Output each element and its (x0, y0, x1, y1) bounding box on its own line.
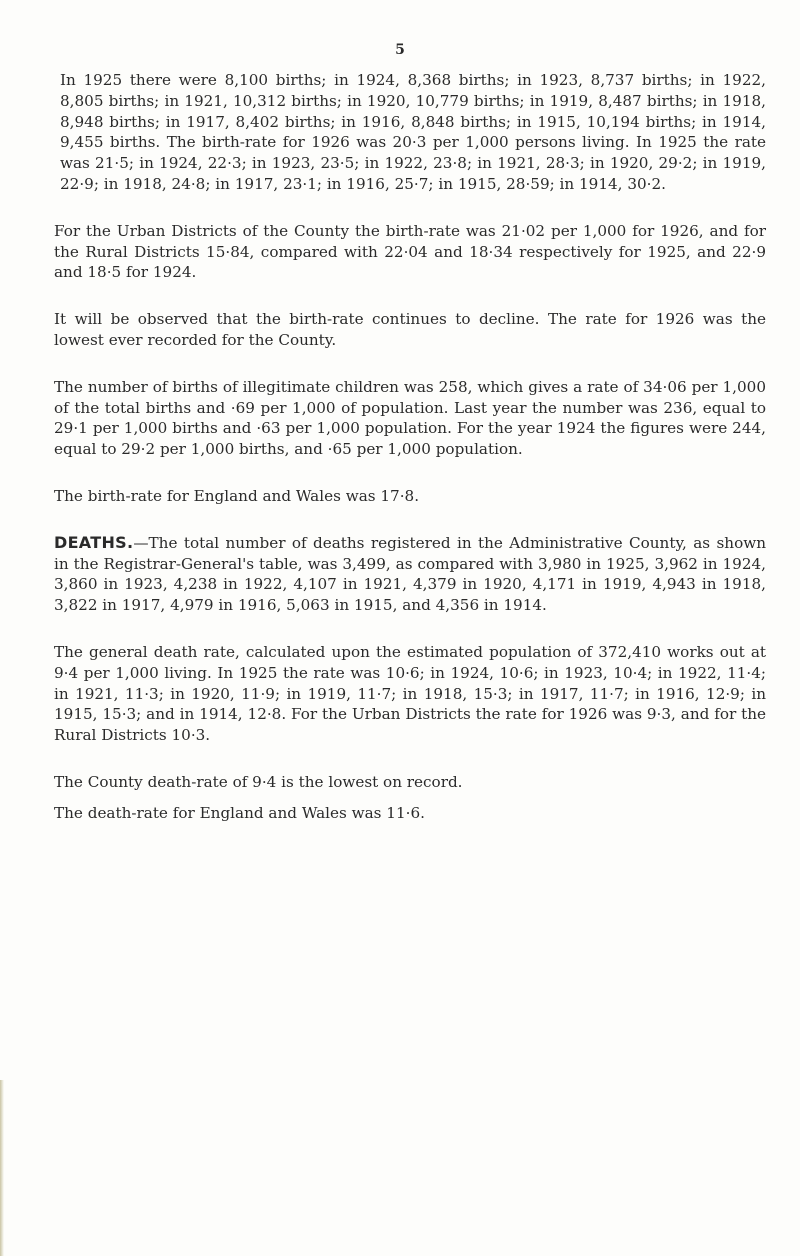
deaths-text: —The total number of deaths registered in the Administrative County, as shown in the Registrar-General's table, was 3,499, as compared with 3,980 in 1925, 3,962 in 1924, 3,860 in 1923, 4,238 in 1922, 4,107 in 1921, 4,379 in 1920, 4,171 in 1919, 4,943 in 1918, 3,822 in 1917, 4,979 in 1916, 5,063 in 1915, and 4,356 in 1914. (54, 533, 766, 615)
deaths-paragraph (54, 533, 766, 616)
england-death-rate-paragraph: The death-rate for England and Wales was 11·6. (54, 803, 425, 822)
page-edge-shadow (0, 1080, 4, 1256)
england-birth-rate-paragraph: The birth-rate for England and Wales was 17·8. (54, 486, 420, 505)
births-paragraph: In 1925 there were 8,100 births; in 1924, 8,368 births; in 1923, 8,737 births; in 1922, 8,805 births; in 1921, 10,312 births; in 1920, 10,779 births; in 1919, 8,487 births; in 1918, 8,948 births; in 1917, 8,402 births; in 1916, 8,848 births; in 1915, 10,194 births; in 1914, 9,455 births. The birth-rate for 1926 was 20·3 per 1,000 persons living. In 1925 the rate was 21·5; in 1924, 22·3; in 1923, 23·5; in 1922, 23·8; in 1921, 28·3; in 1920, 29·2; in 1919, 22·9; in 1918, 24·8; in 1917, 23·1; in 1916, 25·7; in 1915, 28·59; in 1914, 30·2. (60, 71, 766, 193)
illegitimate-paragraph: The number of births of illegitimate children was 258, which gives a rate of 34·06 per 1,000 of the total births and ·69 per 1,000 of population. Last year the number was 236, equal to 29·1 per 1,000 births and ·63 per 1,000 population. For the year 1924 the figures were 244, equal to 29·2 per 1,000 births, and ·65 per 1,000 population. (54, 377, 766, 459)
deaths-heading: DEATHS. (54, 532, 134, 552)
page-number: 5 (395, 42, 405, 58)
death-rate-paragraph: The general death rate, calculated upon the estimated population of 372,410 works out at 9·4 per 1,000 living. In 1925 the rate was 10·6; in 1924, 10·6; in 1923, 10·4; in 1922, 11·4; in 1921, 11·3; in 1920, 11·9; in 1919, 11·7; in 1918, 15·3; in 1917, 11·7; in 1916, 12·9; in 1915, 15·3; and in 1914, 12·8. For the Urban Districts the rate for 1926 was 9·3, and for the Rural Districts 10·3. (54, 642, 766, 745)
urban-rural-paragraph: For the Urban Districts of the County the birth-rate was 21·02 per 1,000 for 1926, and for the Rural Districts 15·84, compared with 22·04 and 18·34 respectively for 1925, and 22·9 and 18·5 for 1924. (54, 221, 766, 282)
body-text (54, 70, 766, 850)
lowest-record-paragraph: The County death-rate of 9·4 is the lowest on record. (54, 772, 463, 791)
decline-paragraph: It will be observed that the birth-rate continues to decline. The rate for 1926 was the lowest ever recorded for the County. (54, 310, 766, 349)
